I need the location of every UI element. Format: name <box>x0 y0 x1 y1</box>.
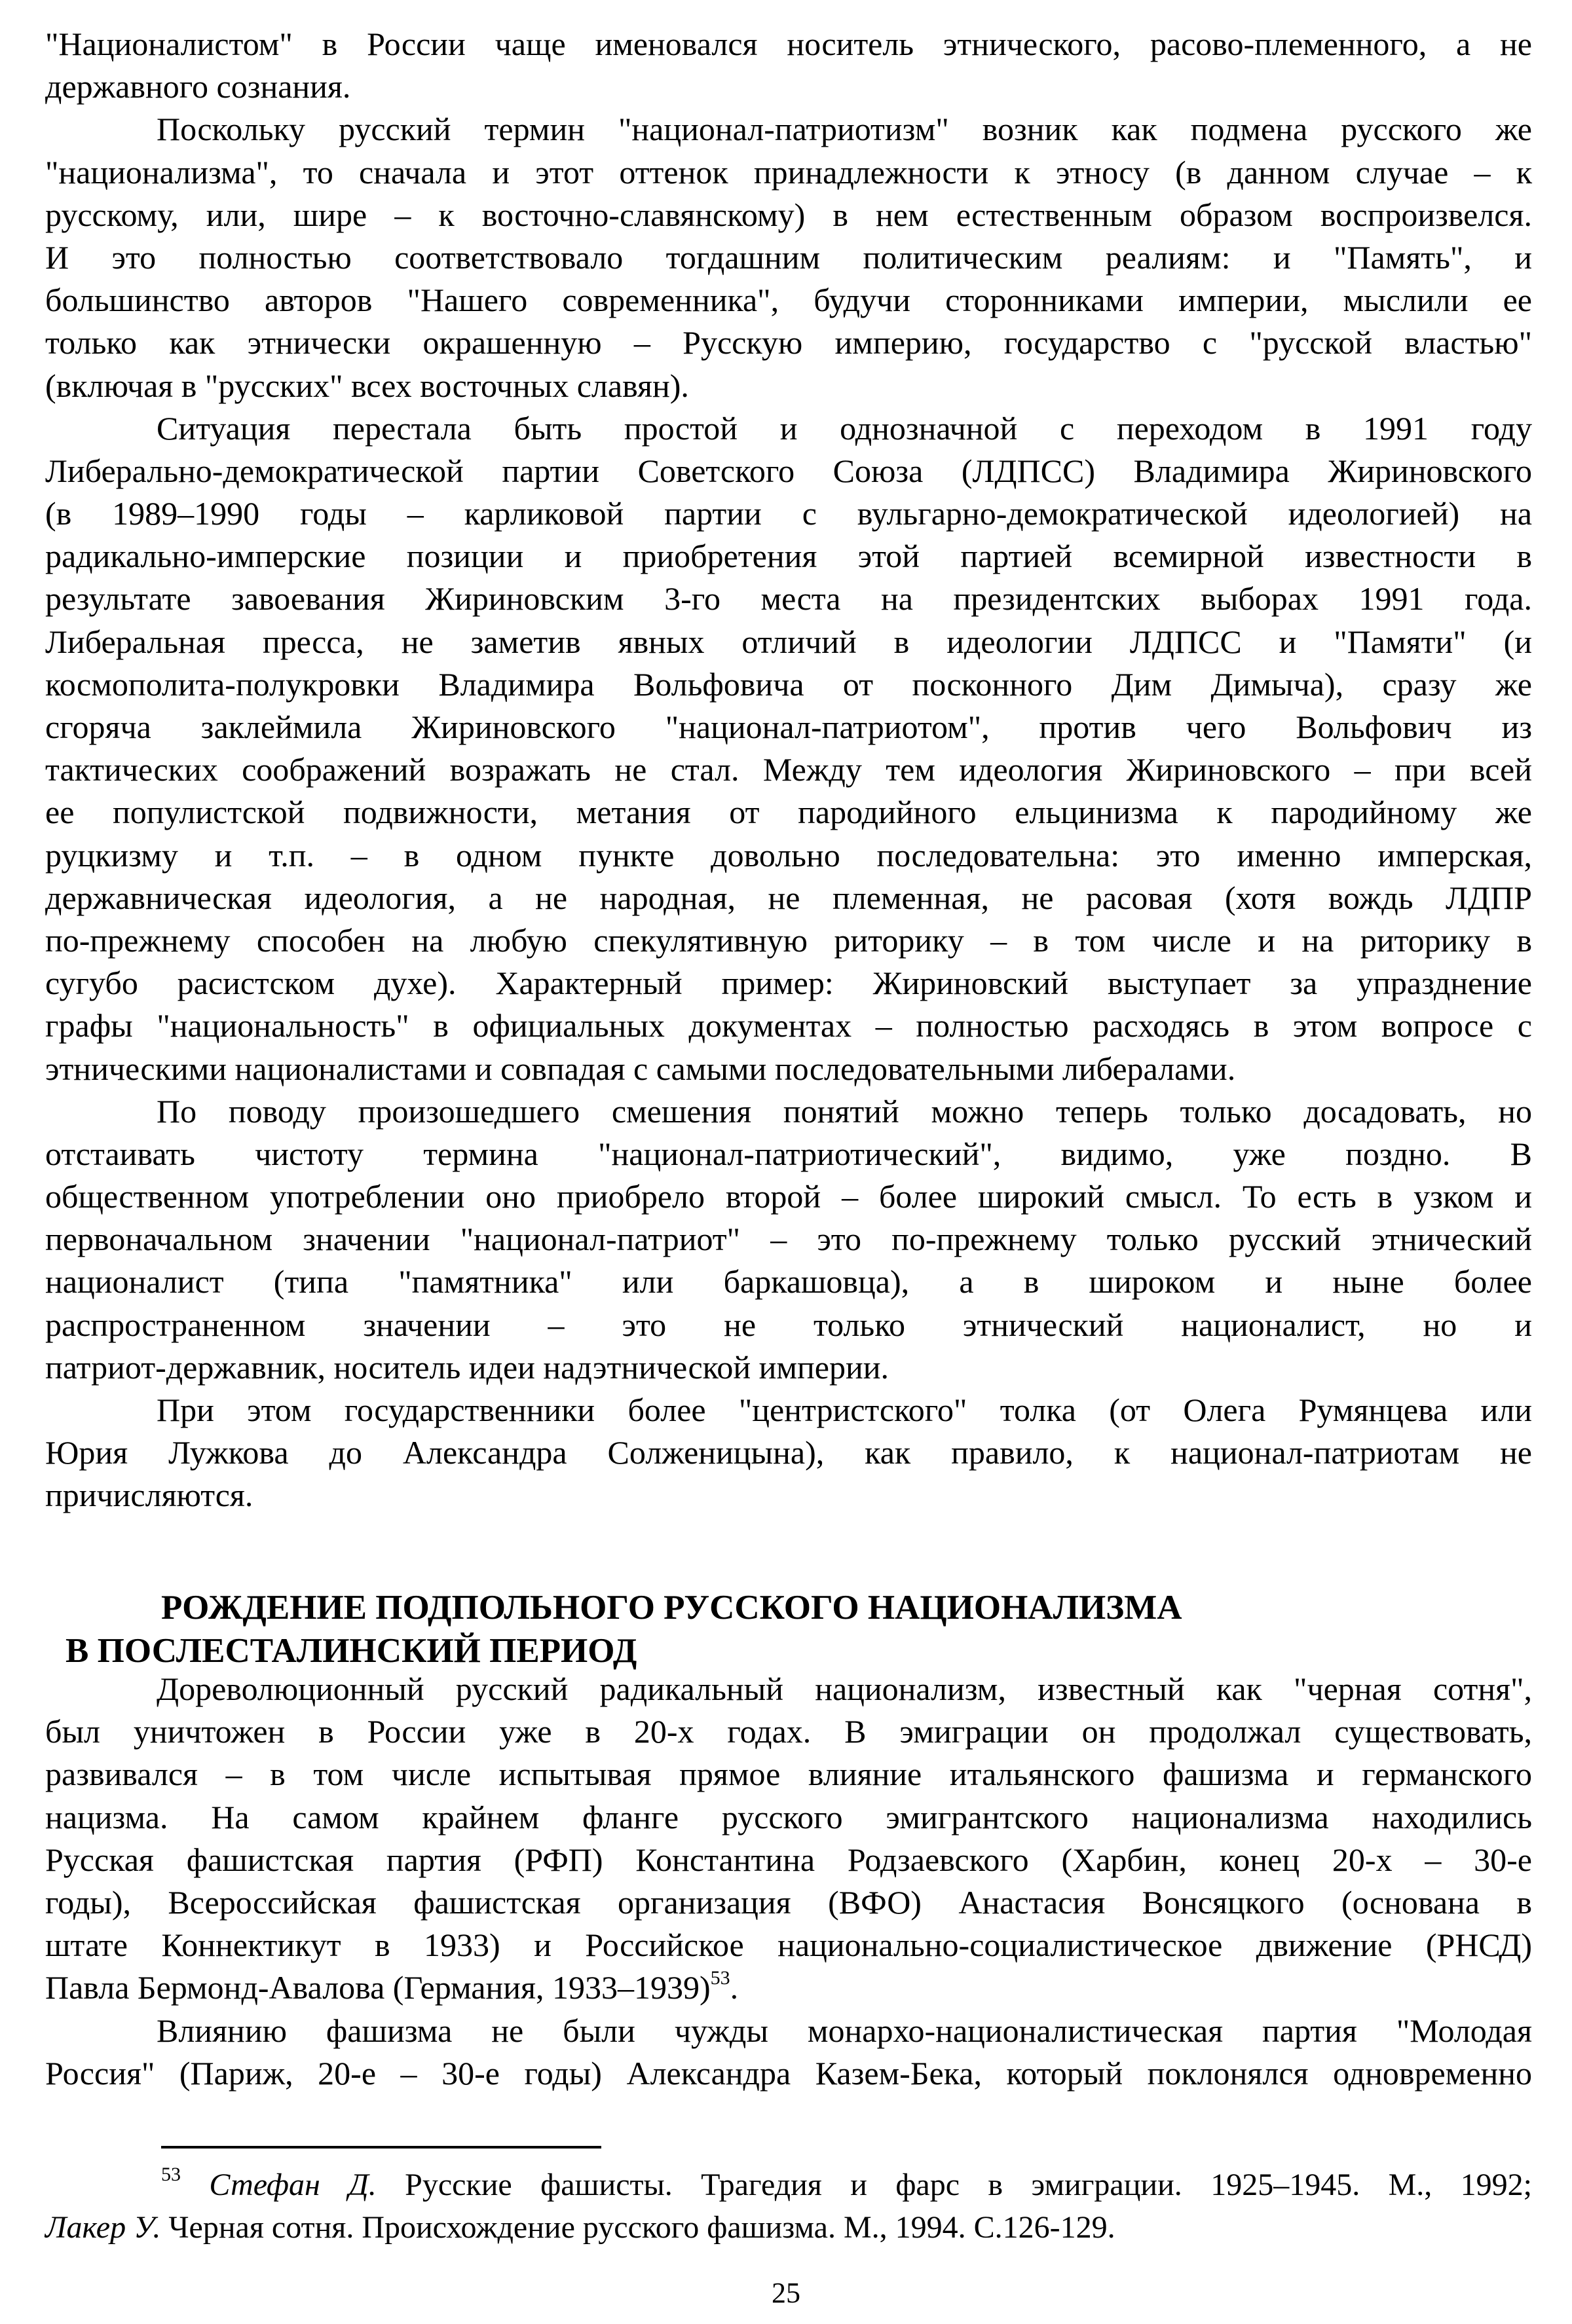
text-line <box>45 65 1532 108</box>
text-line <box>45 365 1532 407</box>
text-line-content: годы), Всероссийская фашистская организация (ВФО) Анастасия Вонсяцкого (основана в <box>45 1883 1532 1921</box>
text-line <box>45 1218 1532 1261</box>
text-line-content: Поскольку русский термин "национал-патриотизм" возник как подмена русского же <box>157 111 1532 148</box>
text-line-content: большинство авторов "Нашего современника", будучи сторонниками империи, мыслили ее <box>45 282 1532 319</box>
text-line <box>45 578 1532 620</box>
section-heading-line-1: РОЖДЕНИЕ ПОДПОЛЬНОГО РУССКОГО НАЦИОНАЛИЗМА <box>161 1589 1182 1627</box>
text-line-content: отстаивать чистоту термина "национал-патриотический", видимо, уже поздно. В <box>45 1135 1532 1172</box>
text-line <box>45 834 1532 877</box>
text-line-content: (в 1989–1990 годы – карликовой партии с вульгарно-демократической идеологией) на <box>45 495 1532 532</box>
text-line-content: Юрия Лужкова до Александра Солженицына), как правило, к национал-патриотам не <box>45 1434 1532 1471</box>
text-line <box>45 1261 1532 1303</box>
text-line <box>45 1474 1532 1517</box>
text-line-content: (включая в "русских" всех восточных славян). <box>45 367 689 404</box>
footnote-reference[interactable]: 53 <box>710 1967 730 1989</box>
text-line <box>45 621 1532 663</box>
text-line <box>45 1668 1532 1710</box>
text-line-content: результате завоевания Жириновским 3-го места на президентских выборах 1991 года. <box>45 580 1532 618</box>
text-line-content: националист (типа "памятника" или баркашовца), а в широком и ныне более <box>45 1263 1532 1300</box>
text-line <box>45 706 1532 748</box>
footnote-line-2 <box>45 2202 1532 2245</box>
text-line <box>45 1839 1532 1881</box>
text-line <box>45 194 1532 236</box>
paragraph-p6 <box>45 1668 1532 2010</box>
text-line <box>45 919 1532 962</box>
text-line <box>45 279 1532 322</box>
text-line-content: Русская фашистская партия (РФП) Константина Родзаевского (Харбин, конец 20-х – 30-е <box>45 1841 1532 1878</box>
text-line <box>45 1881 1532 1924</box>
text-line <box>45 791 1532 834</box>
text-line <box>45 748 1532 791</box>
text-line-content: космополита-полукровки Владимира Вольфовича от посконного Дим Димыча), сразу же <box>45 665 1532 703</box>
text-line <box>45 1304 1532 1346</box>
text-line <box>45 151 1532 194</box>
text-line <box>45 535 1532 578</box>
text-line <box>45 663 1532 706</box>
text-line-content: Либеральная пресса, не заметив явных отличий в идеологии ЛДПСС и "Памяти" (и <box>45 623 1532 660</box>
text-line-content: Россия" (Париж, 20-е – 30-е годы) Александра Казем-Бека, который поклонялся одновременно <box>45 2054 1532 2092</box>
text-line <box>45 1346 1532 1389</box>
text-line-content: только как этнически окрашенную – Русскую империю, государство с "русской властью" <box>45 324 1532 361</box>
section-heading-line-2: В ПОСЛЕСТАЛИНСКИЙ ПЕРИОД <box>66 1632 637 1670</box>
text-line-content: причисляются. <box>45 1477 253 1514</box>
text-line <box>45 322 1532 364</box>
text-line-content: русскому, или, шире – к восточно-славянскому) в нем естественным образом воспроизвелся. <box>45 196 1532 233</box>
body-text-bottom <box>45 1668 1532 2095</box>
paragraph-p5 <box>45 1389 1532 1517</box>
text-line-content: общественном употреблении оно приобрело второй – более широкий смысл. То есть в узком и <box>45 1178 1532 1215</box>
text-line <box>45 1133 1532 1175</box>
text-line <box>45 1048 1532 1090</box>
text-line-content: нацизма. На самом крайнем фланге русского эмигрантского национализма находились <box>45 1798 1532 1835</box>
text-line <box>45 1753 1532 1796</box>
paragraph-p7 <box>45 2010 1532 2095</box>
text-line <box>45 877 1532 919</box>
body-text-top <box>45 23 1532 1517</box>
text-line-content: патриот-державник, носитель идеи надэтнической империи. <box>45 1348 889 1386</box>
text-line-content: Дореволюционный русский радикальный национализм, известный как "черная сотня", <box>157 1670 1532 1707</box>
text-line-content: этническими националистами и совпадая с самыми последовательными либералами. <box>45 1050 1236 1087</box>
section-heading <box>66 1586 1182 1672</box>
footnote-separator <box>161 2146 601 2149</box>
footnote-number: 53 <box>161 2164 181 2185</box>
text-line-punctuation: . <box>730 1969 739 2006</box>
text-line-content: сгоряча заклеймила Жириновского "национал-патриотом", против чего Вольфович из <box>45 709 1532 745</box>
text-line <box>45 1924 1532 1966</box>
text-line-content: По поводу произошедшего смешения понятий можно теперь только досадовать, но <box>157 1092 1532 1130</box>
text-line-content: распространенном значении – это не только этнический националист, но и <box>45 1306 1532 1343</box>
text-line <box>45 1431 1532 1474</box>
text-line-content: И это полностью соответствовало тогдашним политическим реалиям: и "Память", и <box>45 238 1532 276</box>
footnote-text-1: Русские фашисты. Трагедия и фарс в эмиграции. 1925–1945. М., 1992; <box>376 2167 1533 2202</box>
text-line-content: развивался – в том числе испытывая прямое влияние итальянского фашизма и германского <box>45 1756 1532 1793</box>
text-line-content: Ситуация перестала быть простой и однозначной с переходом в 1991 году <box>157 409 1532 447</box>
text-line-content: графы "национальность" в официальных документах – полностью расходясь в этом вопросе с <box>45 1007 1532 1044</box>
text-line-content: руцкизму и т.п. – в одном пункте довольно последовательна: это именно имперская, <box>45 836 1532 874</box>
text-line <box>45 1175 1532 1218</box>
text-line-content: штате Коннектикут в 1933) и Российское национально-социалистическое движение (РНСД) <box>45 1927 1532 1964</box>
paragraph-p4 <box>45 1090 1532 1389</box>
text-line <box>45 1966 1532 2009</box>
text-line <box>45 492 1532 535</box>
footnote-line-1 <box>45 2160 1532 2202</box>
footnote-text-2: Черная сотня. Происхождение русского фашизма. М., 1994. С.126-129. <box>160 2210 1115 2245</box>
text-line <box>45 1005 1532 1047</box>
text-line <box>45 407 1532 450</box>
text-line-content: Влиянию фашизма не были чужды монархо-националистическая партия "Молодая <box>157 2012 1532 2049</box>
text-line-content: радикально-имперские позиции и приобретения этой партией всемирной известности в <box>45 538 1532 575</box>
paragraph-p2 <box>45 108 1532 407</box>
paragraph-p1 <box>45 23 1532 108</box>
text-line-content: первоначальном значении "национал-патриот" – это по-прежнему только русский этнический <box>45 1221 1532 1258</box>
text-line <box>45 450 1532 492</box>
text-line-content: Павла Бермонд-Авалова (Германия, 1933–1939) <box>45 1969 711 2006</box>
text-line-content: "Националистом" в России чаще именовался носитель этнического, расово-племенного, а не <box>45 26 1532 62</box>
text-line-content: сугубо расистском духе). Характерный пример: Жириновский выступает за упразднение <box>45 965 1532 1002</box>
text-line-content: по-прежнему способен на любую спекулятивную риторику – в том числе и на риторику в <box>45 921 1532 959</box>
text-line-content: державного сознания. <box>45 68 351 105</box>
footnote <box>45 2160 1532 2245</box>
text-line <box>45 1710 1532 1753</box>
paragraph-p3 <box>45 407 1532 1090</box>
text-line <box>45 108 1532 151</box>
text-line-content: При этом государственники более "центристского" толка (от Олега Румянцева или <box>157 1392 1532 1428</box>
text-line <box>45 1090 1532 1133</box>
text-line-content: тактических соображений возражать не стал. Между тем идеология Жириновского – при всей <box>45 751 1532 788</box>
text-line <box>45 962 1532 1005</box>
text-line <box>45 2010 1532 2052</box>
footnote-author-1: Стефан Д. <box>209 2167 377 2202</box>
text-line <box>45 2052 1532 2095</box>
text-line <box>45 23 1532 65</box>
text-line-content: Либерально-демократической партии Советского Союза (ЛДПСС) Владимира Жириновского <box>45 452 1532 489</box>
text-line-content: "национализма", то сначала и этот оттенок принадлежности к этносу (в данном случае – к <box>45 153 1532 191</box>
footnote-author-2: Лакер У. <box>45 2210 161 2245</box>
text-line-content: был уничтожен в России уже в 20-х годах. В эмиграции он продолжал существовать, <box>45 1713 1532 1750</box>
text-line <box>45 1796 1532 1839</box>
text-line-content: державническая идеология, а не народная, не племенная, не расовая (хотя вождь ЛДПР <box>45 879 1532 916</box>
text-line <box>45 1389 1532 1431</box>
text-line <box>45 236 1532 279</box>
page-number: 25 <box>772 2277 800 2309</box>
text-line-content: ее популистской подвижности, метания от пародийного ельцинизма к пародийному же <box>45 794 1532 831</box>
